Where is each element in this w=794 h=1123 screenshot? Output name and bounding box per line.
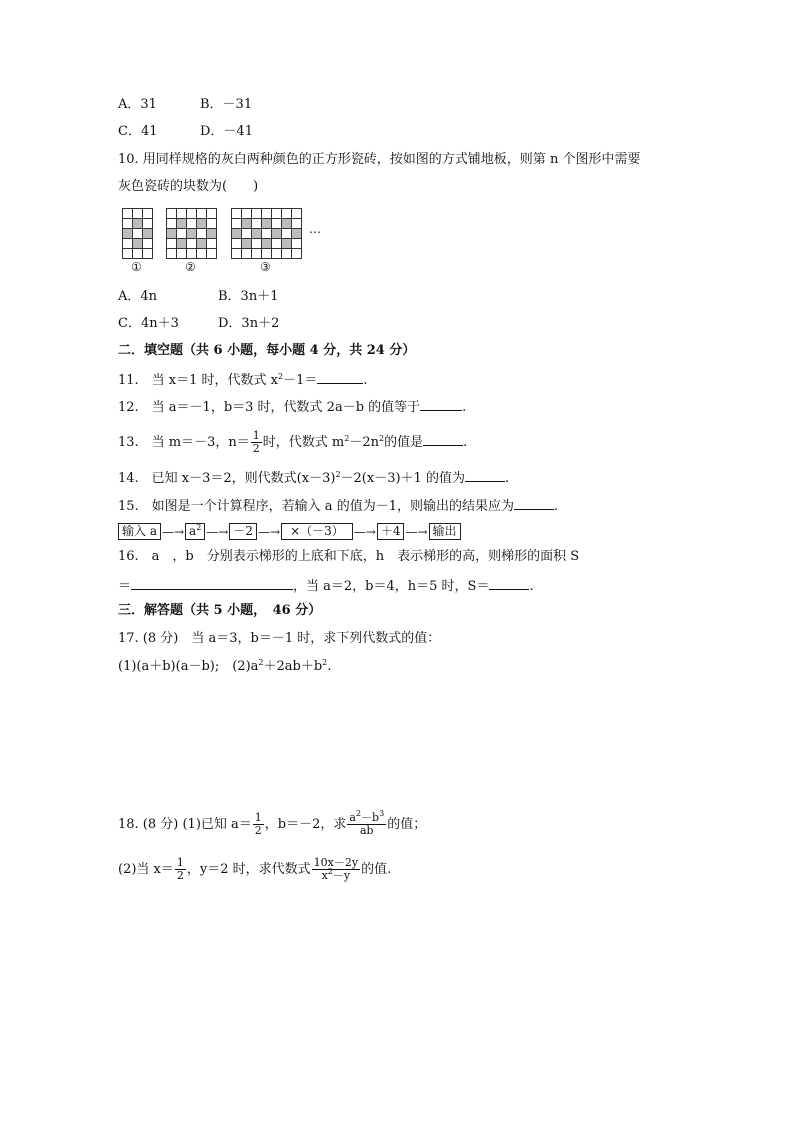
q18-l2-frac-num: 1 bbox=[176, 856, 184, 869]
q18-l2-frac-den: 2 bbox=[176, 869, 184, 882]
white-tile bbox=[197, 209, 207, 219]
figure-label-3: ③ bbox=[260, 260, 271, 274]
q18-l2-expression bbox=[312, 857, 360, 882]
gray-tile bbox=[242, 219, 252, 229]
flow-square-box bbox=[185, 523, 205, 540]
gray-tile bbox=[133, 239, 143, 249]
white-tile bbox=[252, 219, 262, 229]
figure-ellipsis: … bbox=[309, 222, 321, 236]
q10-option-c: C．4n＋3 bbox=[118, 316, 179, 331]
white-tile bbox=[207, 209, 217, 219]
white-tile bbox=[143, 219, 153, 229]
white-tile bbox=[282, 229, 292, 239]
q17-line2 bbox=[118, 658, 331, 676]
white-tile bbox=[252, 249, 262, 259]
q13-text-c: －2n bbox=[349, 435, 379, 450]
white-tile bbox=[292, 239, 302, 249]
white-tile bbox=[282, 209, 292, 219]
gray-tile bbox=[133, 219, 143, 229]
white-tile bbox=[242, 229, 252, 239]
white-tile bbox=[177, 249, 187, 259]
q16-line2 bbox=[118, 575, 534, 596]
section-3-title: 三．解答题（共 5 小题， 46 分） bbox=[118, 603, 322, 618]
gray-tile bbox=[282, 239, 292, 249]
q10-options-row2 bbox=[118, 315, 279, 333]
tile-figure-2 bbox=[166, 208, 217, 259]
white-tile bbox=[143, 249, 153, 259]
q14-answer-blank[interactable] bbox=[465, 467, 505, 482]
q12-end: . bbox=[462, 400, 467, 415]
q18-l1-num-sup2: 3 bbox=[379, 809, 385, 818]
q9-options-row1 bbox=[118, 96, 252, 114]
gray-tile bbox=[262, 219, 272, 229]
flow-arrow: —→ bbox=[353, 524, 376, 539]
flow-square-base: a bbox=[189, 524, 197, 538]
q18-l2-den-a: x bbox=[321, 869, 328, 882]
q17-line1: 17. (8 分) 当 a＝3，b＝－1 时，求下列代数式的值： bbox=[118, 631, 441, 646]
q17-part2-b: ＋2ab＋b bbox=[263, 659, 323, 674]
gray-tile bbox=[207, 229, 217, 239]
flow-times-box: ×（－3） bbox=[281, 523, 353, 540]
white-tile bbox=[272, 249, 282, 259]
calc-program-flowchart bbox=[118, 523, 461, 540]
q18-l2-expr-den bbox=[312, 867, 360, 882]
gray-tile bbox=[252, 229, 262, 239]
white-tile bbox=[143, 239, 153, 249]
q14-text-a: 14. 已知 x－3＝2，则代数式(x－3) bbox=[118, 471, 336, 486]
q18-line2 bbox=[118, 857, 391, 882]
white-tile bbox=[207, 239, 217, 249]
white-tile bbox=[167, 209, 177, 219]
gray-tile bbox=[272, 229, 282, 239]
q16-line1: 16. a ，b 分别表示梯形的上底和下底，h 表示梯形的高，则梯形的面积 S bbox=[118, 549, 580, 564]
q18-l1-text-a: 18. (8 分) (1)已知 a＝ bbox=[118, 817, 252, 832]
q10-options-row1 bbox=[118, 288, 278, 306]
flow-arrow: —→ bbox=[206, 524, 229, 539]
white-tile bbox=[262, 209, 272, 219]
q10-option-a: A．4n bbox=[118, 289, 158, 304]
gray-tile bbox=[177, 239, 187, 249]
q16-end: . bbox=[529, 579, 534, 594]
white-tile bbox=[133, 249, 143, 259]
q17-part2-a: (2)a bbox=[232, 659, 259, 674]
gray-tile bbox=[292, 229, 302, 239]
q15-text: 15. 如图是一个计算程序，若输入 a 的值为－1，则输出的结果应为 bbox=[118, 499, 514, 514]
q10-option-b: B．3n＋1 bbox=[218, 289, 279, 304]
q18-l1-text-b: ，b＝－2，求 bbox=[264, 817, 347, 832]
q17-part2-sup2: 2 bbox=[322, 658, 328, 667]
q11-sup: 2 bbox=[278, 372, 284, 381]
flow-input-box: 输入 a bbox=[118, 523, 161, 540]
flow-arrow: —→ bbox=[161, 524, 185, 539]
q13-frac-num: 1 bbox=[252, 429, 260, 442]
white-tile bbox=[242, 209, 252, 219]
white-tile bbox=[272, 219, 282, 229]
q16-text-a: ＝ bbox=[118, 579, 132, 594]
q14-text-b: －2(x－3)＋1 的值为 bbox=[340, 471, 465, 486]
q10-text-line1: 10. 用同样规格的灰白两种颜色的正方形瓷砖，按如图的方式铺地板，则第 n 个图形中需要 bbox=[118, 152, 641, 167]
q13-frac-den: 2 bbox=[252, 442, 260, 455]
white-tile bbox=[197, 249, 207, 259]
q12-answer-blank[interactable] bbox=[420, 396, 462, 411]
q13-sup1: 2 bbox=[344, 434, 350, 443]
gray-tile bbox=[232, 229, 242, 239]
q16-answer-blank[interactable] bbox=[489, 575, 529, 590]
white-tile bbox=[272, 209, 282, 219]
section-2-title: 二．填空题（共 6 小题，每小题 4 分，共 24 分） bbox=[118, 343, 416, 358]
tile-figure-1 bbox=[122, 208, 153, 259]
figure-label-1: ① bbox=[131, 260, 142, 274]
flow-plus-box: ＋4 bbox=[377, 523, 405, 540]
q18-l1-expression bbox=[347, 809, 386, 837]
white-tile bbox=[292, 219, 302, 229]
white-tile bbox=[187, 219, 197, 229]
gray-tile bbox=[167, 229, 177, 239]
q18-l1-num-sup1: 2 bbox=[355, 809, 362, 818]
q17-part2-end: . bbox=[327, 659, 332, 674]
white-tile bbox=[133, 229, 143, 239]
gray-tile bbox=[187, 229, 197, 239]
white-tile bbox=[252, 239, 262, 249]
q11-end: . bbox=[363, 373, 368, 388]
q18-l1-frac-den: 2 bbox=[254, 824, 262, 837]
white-tile bbox=[123, 239, 133, 249]
gray-tile bbox=[143, 229, 153, 239]
q9-options-row2 bbox=[118, 123, 253, 141]
q9-option-b: B．－31 bbox=[200, 97, 253, 112]
q13 bbox=[118, 430, 467, 455]
q11 bbox=[118, 369, 368, 390]
white-tile bbox=[167, 219, 177, 229]
q18-l1-num-a: a bbox=[349, 811, 356, 824]
q18-l1-num-b: －b bbox=[361, 811, 380, 824]
white-tile bbox=[262, 249, 272, 259]
gray-tile bbox=[177, 219, 187, 229]
white-tile bbox=[133, 209, 143, 219]
white-tile bbox=[177, 209, 187, 219]
white-tile bbox=[197, 229, 207, 239]
q18-l2-expr-num: 10x－2y bbox=[313, 856, 359, 869]
figure-label-2: ② bbox=[185, 260, 196, 274]
white-tile bbox=[282, 249, 292, 259]
gray-tile bbox=[123, 229, 133, 239]
q18-l1-fraction bbox=[253, 812, 264, 837]
q14 bbox=[118, 467, 509, 488]
q18-l1-expr-den: ab bbox=[359, 824, 374, 837]
q18-line1 bbox=[118, 809, 427, 837]
q16-formula-blank[interactable] bbox=[131, 575, 293, 590]
q11-answer-blank[interactable] bbox=[317, 369, 363, 384]
flow-minus-box: －2 bbox=[229, 523, 257, 540]
q13-answer-blank[interactable] bbox=[423, 431, 463, 446]
tile-figure-3 bbox=[231, 208, 302, 259]
white-tile bbox=[262, 229, 272, 239]
q17-part2-sup1: 2 bbox=[258, 658, 264, 667]
white-tile bbox=[123, 249, 133, 259]
white-tile bbox=[207, 249, 217, 259]
q15-end: . bbox=[553, 499, 559, 514]
q9-option-c: C．41 bbox=[118, 124, 158, 139]
white-tile bbox=[252, 209, 262, 219]
white-tile bbox=[187, 209, 197, 219]
q13-text-b: 时，代数式 m bbox=[262, 435, 345, 450]
gray-tile bbox=[242, 239, 252, 249]
q18-l1-frac-num: 1 bbox=[254, 811, 262, 824]
q18-l2-text-b: ，y＝2 时，求代数式 bbox=[186, 862, 311, 877]
q9-option-a: A．31 bbox=[118, 97, 157, 112]
q13-fraction bbox=[251, 430, 262, 455]
q10-text-line2: 灰色瓷砖的块数为( ) bbox=[118, 179, 259, 194]
white-tile bbox=[123, 209, 133, 219]
flow-arrow: —→ bbox=[258, 524, 281, 539]
q18-l2-text-a: (2)当 x＝ bbox=[118, 862, 174, 877]
white-tile bbox=[167, 239, 177, 249]
white-tile bbox=[123, 219, 133, 229]
white-tile bbox=[167, 249, 177, 259]
white-tile bbox=[232, 209, 242, 219]
q12 bbox=[118, 396, 466, 417]
white-tile bbox=[207, 219, 217, 229]
gray-tile bbox=[197, 239, 207, 249]
white-tile bbox=[292, 209, 302, 219]
q10-option-d: D．3n＋2 bbox=[218, 316, 280, 331]
white-tile bbox=[232, 249, 242, 259]
q18-l2-text-c: 的值. bbox=[361, 862, 392, 877]
q15-answer-blank[interactable] bbox=[514, 495, 554, 510]
flow-output-box: 输出 bbox=[429, 523, 461, 540]
white-tile bbox=[272, 239, 282, 249]
white-tile bbox=[242, 249, 252, 259]
white-tile bbox=[143, 209, 153, 219]
q14-end: . bbox=[504, 471, 510, 486]
q18-l2-den-b: －y bbox=[332, 869, 351, 882]
q16-text-b: ，当 a＝2，b＝4，h＝5 时，S＝ bbox=[293, 579, 490, 594]
white-tile bbox=[232, 239, 242, 249]
q9-option-d: D．－41 bbox=[200, 124, 253, 139]
q18-l2-fraction bbox=[175, 857, 186, 882]
white-tile bbox=[292, 249, 302, 259]
white-tile bbox=[187, 249, 197, 259]
q18-l1-text-c: 的值； bbox=[387, 817, 427, 832]
q15 bbox=[118, 495, 558, 516]
q14-sup: 2 bbox=[335, 470, 341, 479]
white-tile bbox=[232, 219, 242, 229]
q11-text-b: －1＝ bbox=[283, 373, 318, 388]
gray-tile bbox=[262, 239, 272, 249]
flow-arrow: —→ bbox=[405, 524, 428, 539]
q17-part1: (1)(a＋b)(a－b); bbox=[118, 659, 233, 674]
q13-sup2: 2 bbox=[379, 434, 385, 443]
q13-text-a: 13. 当 m＝－3，n＝ bbox=[118, 435, 250, 450]
q12-text: 12. 当 a＝－1，b＝3 时，代数式 2a－b 的值等于 bbox=[118, 400, 421, 415]
q13-text-d: 的值是 bbox=[384, 435, 424, 450]
gray-tile bbox=[282, 219, 292, 229]
q11-text-a: 11. 当 x＝1 时，代数式 x bbox=[118, 373, 279, 388]
flow-square-sup: 2 bbox=[196, 523, 202, 532]
white-tile bbox=[177, 229, 187, 239]
q13-end: . bbox=[463, 435, 468, 450]
q18-l2-den-sup: 2 bbox=[327, 867, 333, 876]
gray-tile bbox=[197, 219, 207, 229]
white-tile bbox=[187, 239, 197, 249]
